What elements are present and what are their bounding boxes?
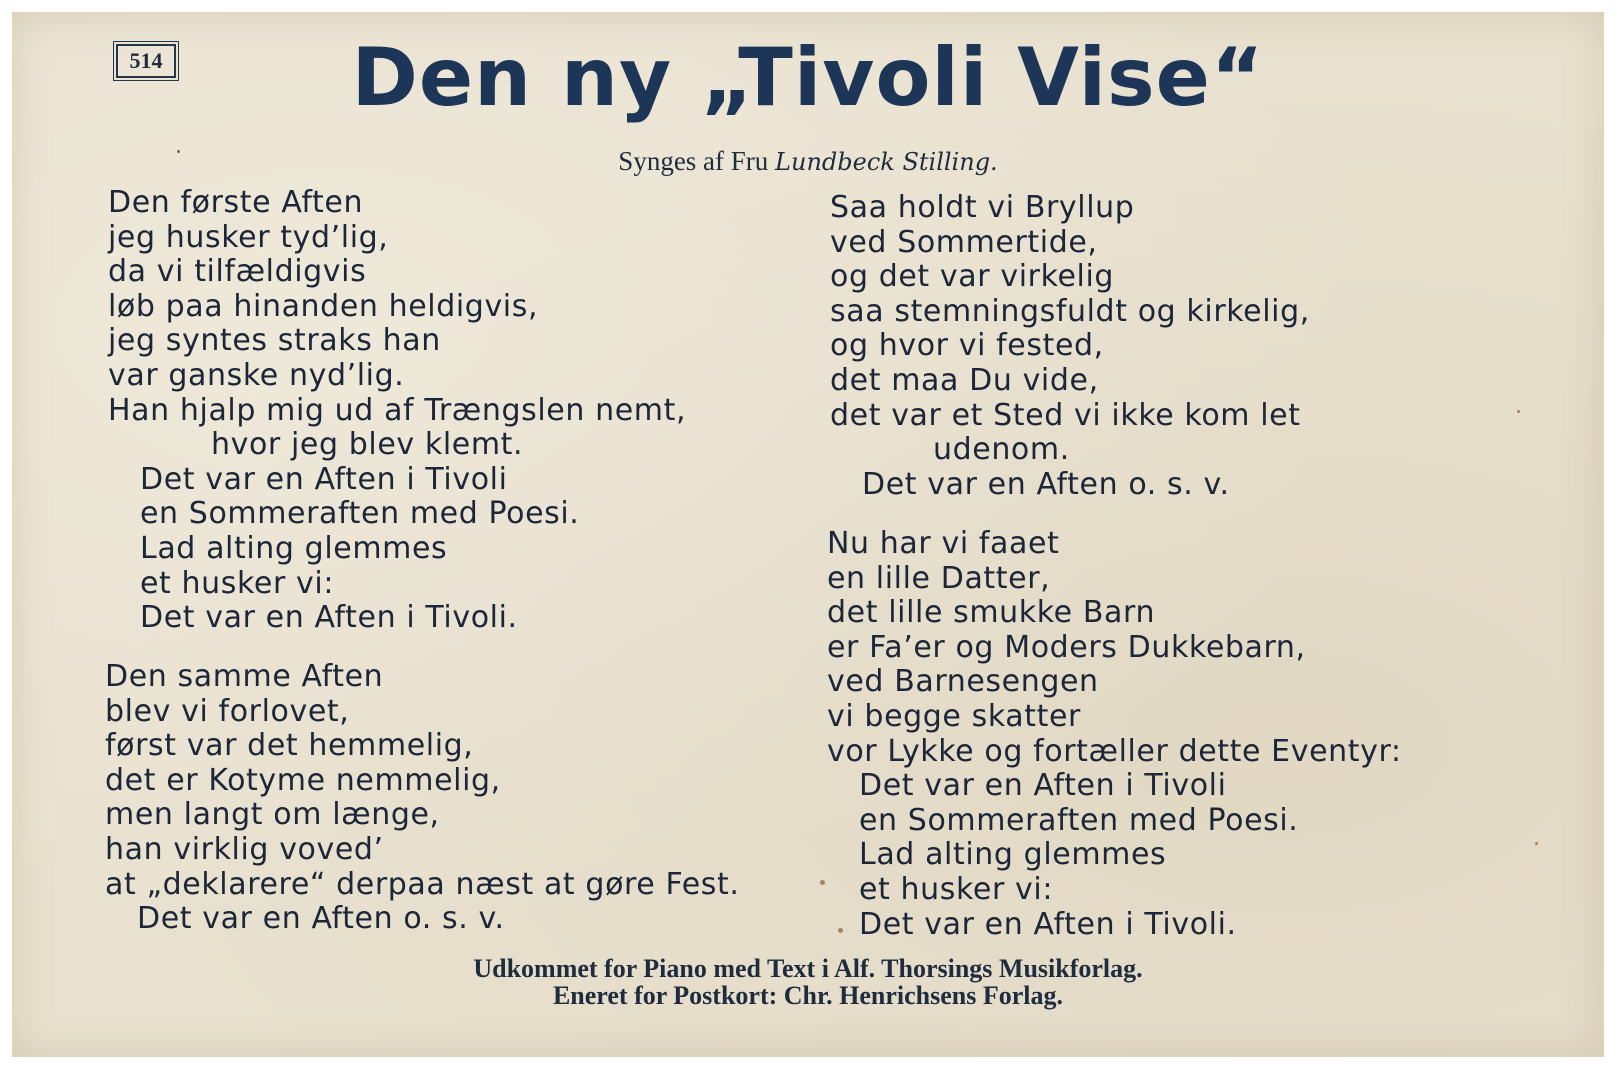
paper-speck	[177, 150, 180, 153]
verse-1	[108, 186, 686, 636]
verse-line: hvor jeg blev klemt.	[211, 427, 524, 463]
verse-line: løb paa hinanden heldigvis,	[108, 288, 539, 324]
verse-line: vor Lykke og fortæller dette Eventyr:	[827, 733, 1402, 769]
paper-speck	[1535, 842, 1538, 845]
verse-line: det maa Du vide,	[830, 362, 1099, 398]
verse-line: men langt om længe,	[105, 797, 440, 833]
verse-line: og hvor vi fested,	[830, 328, 1104, 364]
verse-line: er Fa’er og Moders Dukkebarn,	[827, 629, 1306, 665]
verse-line: var ganske nyd’lig.	[108, 357, 405, 393]
verse-line: ved Barnesengen	[827, 664, 1099, 700]
refrain-line: Lad alting glemmes	[859, 837, 1167, 873]
refrain-line: Det var en Aften o. s. v.	[137, 901, 505, 937]
verse-line: da vi tilfældigvis	[108, 254, 367, 290]
verse-line: Den første Aften	[108, 185, 364, 220]
paper-speck	[1517, 410, 1520, 413]
song-title: Den ny „Tivoli Vise“	[351, 31, 1265, 124]
publisher-line: Udkommet for Piano med Text i Alf. Thorsings Musikforlag.	[473, 954, 1143, 983]
refrain-line: en Sommeraften med Poesi.	[859, 802, 1299, 838]
verse-4	[827, 527, 1402, 942]
paper-speck	[838, 928, 843, 933]
verse-line: udenom.	[933, 432, 1070, 468]
subtitle	[12, 146, 1604, 177]
verse-line: Nu har vi faaet	[827, 526, 1060, 561]
verse-line: Den samme Aften	[105, 659, 384, 694]
verse-line: først var det hemmelig,	[105, 728, 474, 764]
refrain-line: Det var en Aften i Tivoli	[859, 768, 1227, 804]
verse-line: jeg husker tyd’lig,	[108, 219, 389, 255]
verse-line: det lille smukke Barn	[827, 595, 1156, 631]
verse-line: Saa holdt vi Bryllup	[830, 190, 1135, 225]
refrain-line: en Sommeraften med Poesi.	[140, 496, 580, 532]
refrain-line: Det var en Aften i Tivoli	[140, 461, 508, 497]
refrain-line: Det var en Aften o. s. v.	[862, 466, 1230, 502]
paper-speck	[820, 880, 825, 885]
verse-line: han virklig voved’	[105, 831, 384, 867]
verse-2	[105, 660, 740, 937]
refrain-line: et husker vi:	[859, 871, 1054, 907]
refrain-line: et husker vi:	[140, 565, 335, 601]
verse-line: det er Kotyme nemmelig,	[105, 762, 501, 798]
verse-line: vi begge skatter	[827, 698, 1081, 734]
verse-line: Han hjalp mig ud af Trængslen nemt,	[108, 392, 687, 428]
verse-line: at „deklarere“ derpaa næst at gøre Fest.	[105, 866, 740, 902]
postcard	[12, 12, 1604, 1057]
verse-line: ved Sommertide,	[830, 224, 1098, 260]
refrain-line: Det var en Aften i Tivoli.	[859, 906, 1237, 942]
verse-line: og det var virkelig	[830, 259, 1115, 295]
singer-name: Lundbeck Stilling.	[775, 148, 998, 176]
subtitle-prefix: Synges af Fru	[618, 146, 776, 176]
copyright-line: Eneret for Postkort: Chr. Henrichsens Forlag.	[552, 981, 1064, 1010]
verse-line: saa stemningsfuldt og kirkelig,	[830, 293, 1310, 329]
card-number: 514	[116, 44, 176, 78]
refrain-line: Det var en Aften i Tivoli.	[140, 600, 518, 636]
verse-line: jeg syntes straks han	[108, 323, 441, 359]
refrain-line: Lad alting glemmes	[140, 530, 448, 566]
verse-line: en lille Datter,	[827, 560, 1051, 596]
verse-3	[830, 191, 1310, 502]
verse-line: blev vi forlovet,	[105, 693, 350, 729]
verse-line: det var et Sted vi ikke kom let	[830, 397, 1301, 433]
